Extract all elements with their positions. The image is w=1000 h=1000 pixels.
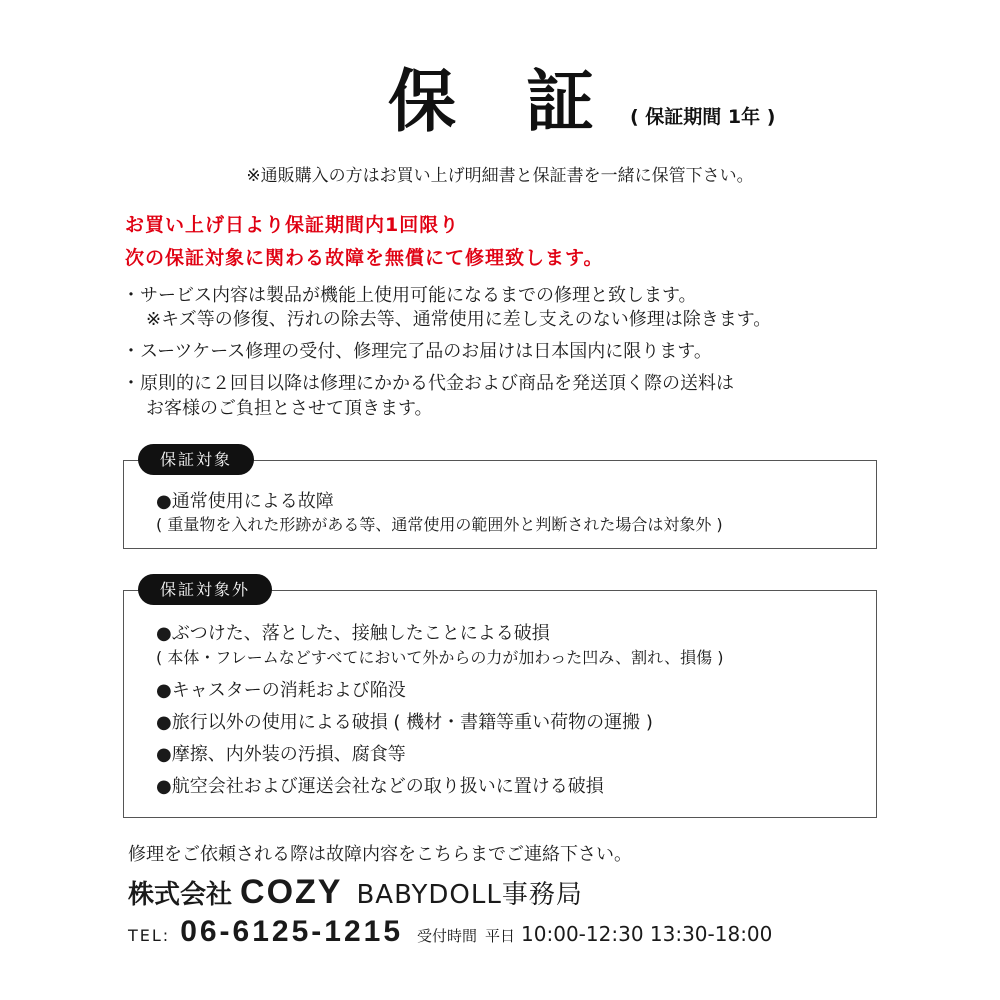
contact-row: [128, 915, 772, 949]
not-covered-item-carrier: ●航空会社および運送会社などの取り扱いに置ける破損: [156, 776, 604, 797]
condition-service: ・サービス内容は製品が機能上使用可能になるまでの修理と致します。: [122, 285, 697, 306]
repair-request-note: 修理をご依頼される際は故障内容をこちらまでご連絡下さい。: [128, 844, 632, 865]
covered-label: 保証対象: [138, 444, 254, 475]
page-title: 保証: [388, 63, 665, 142]
highlight-line-1: お買い上げ日より保証期間内1回限り: [125, 214, 460, 236]
covered-item: ●通常使用による故障: [156, 491, 334, 512]
condition-second-repair-cont: お客様のご負担とさせて頂きます。: [146, 398, 433, 419]
hours-label: 受付時間: [417, 927, 478, 945]
warranty-period: ( 保証期間 1年 ): [630, 106, 776, 128]
company-name: [128, 873, 583, 917]
company-prefix: 株式会社: [128, 880, 233, 910]
not-covered-label: 保証対象外: [138, 574, 272, 605]
hours-day: 平日: [485, 927, 516, 945]
not-covered-item-caster: ●キャスターの消耗および陥没: [156, 680, 406, 701]
hours-value: [485, 922, 772, 946]
company-office: BABYDOLL事務局: [356, 880, 583, 910]
condition-second-repair: ・原則的に２回目以降は修理にかかる代金および商品を発送頂く際の送料は: [122, 373, 734, 394]
condition-service-note: ※キズ等の修復、汚れの除去等、通常使用に差し支えのない修理は除きます。: [146, 309, 772, 330]
highlight-line-2: 次の保証対象に関わる故障を無償にて修理致します。: [125, 247, 604, 269]
company-brand: COZY: [240, 873, 343, 911]
condition-domestic: ・スーツケース修理の受付、修理完了品のお届けは日本国内に限ります。: [122, 341, 712, 362]
covered-note: ( 重量物を入れた形跡がある等、通常使用の範囲外と判断された場合は対象外 ): [156, 515, 723, 534]
tel-label: TEL:: [128, 926, 171, 945]
title-row: [0, 58, 1000, 148]
hours-time: 10:00-12:30 13:30-18:00: [521, 922, 773, 946]
tel-number[interactable]: 06-6125-1215: [180, 915, 404, 948]
not-covered-item-impact-note: ( 本体・フレームなどすべてにおいて外からの力が加わった凹み、割れ、損傷 ): [156, 648, 724, 667]
not-covered-item-non-travel: ●旅行以外の使用による破損 ( 機材・書籍等重い荷物の運搬 ): [156, 712, 653, 733]
mail-order-note: ※通販購入の方はお買い上げ明細書と保証書を一緒に保管下さい。: [246, 166, 754, 186]
not-covered-item-wear: ●摩擦、内外装の汚損、腐食等: [156, 744, 406, 765]
not-covered-item-impact: ●ぶつけた、落とした、接触したことによる破損: [156, 623, 550, 644]
